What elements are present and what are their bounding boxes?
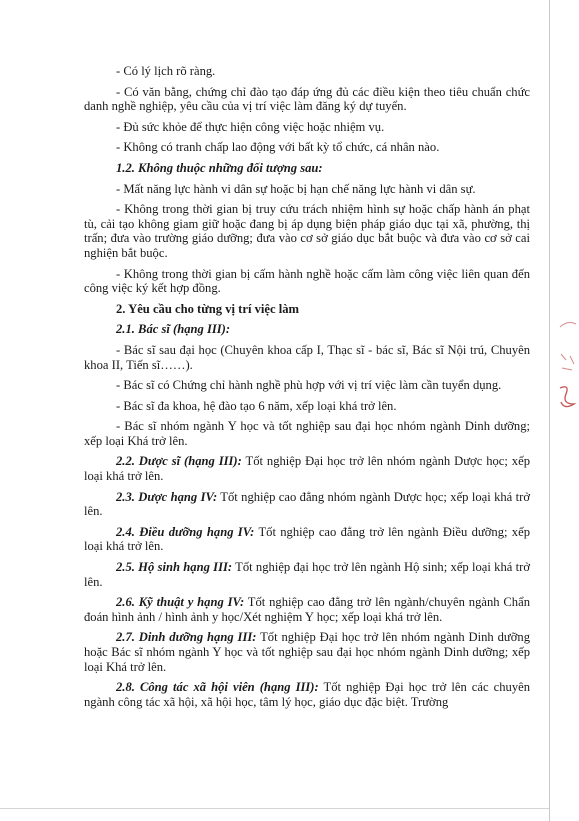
body-paragraph: - Bác sĩ đa khoa, hệ đào tạo 6 năm, xếp loại khá trở lên.: [116, 398, 397, 413]
body-paragraph: - Mất năng lực hành vi dân sự hoặc bị hạn chế năng lực hành vi dân sự.: [116, 181, 476, 196]
document-body: [84, 64, 530, 715]
page-edge-right: [549, 0, 550, 821]
requirement-paragraph: [84, 630, 530, 674]
requirement-text: Tốt nghiệp đại học trở lên ngành Hộ sinh; xếp loại khá trở lên.: [84, 560, 531, 589]
requirement-paragraph: [84, 525, 530, 554]
requirement-paragraph: [84, 490, 530, 519]
position-title: 2.6. Kỹ thuật y hạng IV:: [116, 595, 245, 610]
body-paragraph: - Bác sĩ có Chứng chỉ hành nghề phù hợp với vị trí việc làm cần tuyển dụng.: [116, 378, 502, 393]
requirement-paragraph: [84, 454, 530, 483]
signature-mark-fragment: [558, 382, 578, 412]
section-heading: 2. Yêu cầu cho từng vị trí việc làm: [116, 301, 300, 316]
requirement-text: Tốt nghiệp cao đẳng trở lên ngành Điều dưỡng; xếp loại khá trở lên.: [84, 524, 530, 554]
requirement-paragraph: [84, 680, 530, 709]
position-title: 2.7. Dinh dưỡng hạng III:: [116, 630, 257, 645]
position-title: 2.4. Điều dưỡng hạng IV:: [116, 524, 255, 539]
position-title: 2.2. Dược sĩ (hạng III):: [116, 454, 242, 469]
body-paragraph: - Có lý lịch rõ ràng.: [116, 64, 216, 78]
requirement-text: Tốt nghiệp cao đẳng trở lên ngành/chuyên ngành Chẩn đoán hình ảnh / hình ảnh y học/Xét nghiệm Y học; xếp loại khá trở lên.: [84, 595, 530, 624]
subsection-heading: 1.2. Không thuộc những đối tượng sau:: [116, 160, 323, 175]
stamp-mark-fragment: [558, 318, 578, 336]
requirement-paragraph: [84, 560, 530, 589]
body-paragraph: - Không trong thời gian bị cấm hành nghề hoặc cấm làm công việc liên quan đến công việc ký kết hợp đồng.: [84, 266, 530, 296]
position-title: 2.5. Hộ sinh hạng III:: [116, 560, 233, 575]
requirement-paragraph: [84, 595, 530, 624]
subsection-heading: 2.1. Bác sĩ (hạng III):: [116, 322, 231, 337]
body-paragraph: - Bác sĩ sau đại học (Chuyên khoa cấp I, Thạc sĩ - bác sĩ, Bác sĩ Nội trú, Chuyên khoa II, Tiến sĩ……).: [84, 342, 530, 372]
position-title: 2.3. Dược hạng IV:: [116, 489, 218, 504]
body-paragraph: - Đủ sức khỏe để thực hiện công việc hoặc nhiệm vụ.: [116, 119, 385, 134]
requirement-text: Tốt nghiệp Đại học trở lên nhóm ngành Dinh dưỡng hoặc Bác sĩ nhóm ngành Y học và tốt nghiệp sau đại học nhóm ngành Dinh dưỡng; xếp loại Khá trở lên.: [84, 630, 530, 674]
requirement-text: Tốt nghiệp Đại học trở lên các chuyên ngành công tác xã hội, xã hội học, tâm lý học, giáo dục đặc biệt. Trường: [84, 680, 531, 709]
body-paragraph: - Không trong thời gian bị truy cứu trách nhiệm hình sự hoặc chấp hành án phạt tù, cải tạo không giam giữ hoặc đang bị áp dụng biện pháp giáo dục tại xã, phường, thị trấn; đưa vào trường giáo dưỡng; đưa vào cơ sở giáo dục bắt buộc và đưa vào cơ sở cai nghiện bắt buộc.: [84, 202, 530, 260]
body-paragraph: - Có văn bằng, chứng chỉ đào tạo đáp ứng đủ các điều kiện theo tiêu chuẩn chức danh nghề nghiệp, yêu cầu của vị trí việc làm đăng ký dự tuyển.: [84, 84, 530, 114]
body-paragraph: - Không có tranh chấp lao động với bất kỳ tổ chức, cá nhân nào.: [116, 140, 440, 155]
body-paragraph: - Bác sĩ nhóm ngành Y học và tốt nghiệp sau đại học nhóm ngành Dinh dưỡng; xếp loại Khá trở lên.: [84, 419, 530, 448]
requirement-text: Tốt nghiệp Đại học trở lên nhóm ngành Dược học; xếp loại khá trở lên.: [84, 454, 530, 484]
position-title: 2.8. Công tác xã hội viên (hạng III):: [116, 680, 319, 695]
requirement-text: Tốt nghiệp cao đẳng nhóm ngành Dược học; xếp loại khá trở lên.: [84, 489, 530, 519]
page-edge-bottom: [0, 808, 549, 809]
stamp-mark-fragment: [558, 350, 578, 374]
